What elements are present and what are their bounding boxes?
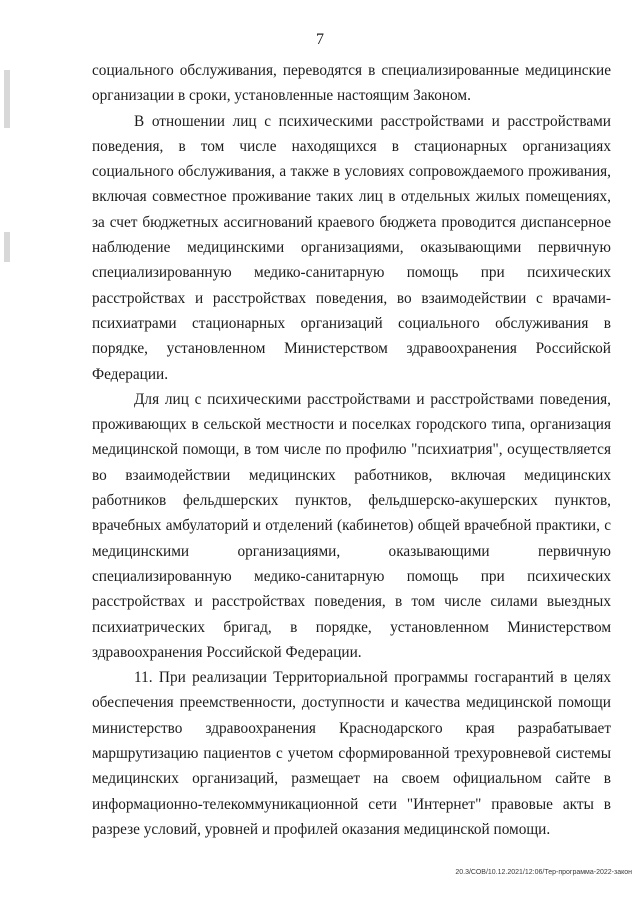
footer-file-reference: 20.3/СОВ/10.12.2021/12:06/Тер-программа-2022-закон [455, 869, 632, 876]
paragraph-continuation: социального обслуживания, переводятся в специализированные медицинские организации в сроки, установленные настоящим Законом. [92, 62, 611, 105]
body-text [92, 58, 611, 842]
paragraph-item-11: 11. При реализации Территориальной программы госгарантий в целях обеспечения преемственности, доступности и качества медицинской помощи министерство здравоохранения Краснодарского края разрабатывает маршрутизацию пациентов с учетом сформированной трехуровневой системы медицинских организаций, размещает на своем официальном сайте в информационно-телекоммуникационной сети "Интернет" правовые акты в разрезе условий, уровней и профилей оказания медицинской помощи. [92, 669, 611, 838]
scan-margin-mark [4, 70, 10, 128]
paragraph-dispensary-observation: В отношении лиц с психическими расстройствами и расстройствами поведения, в том числе находящихся в стационарных организациях социального обслуживания, а также в условиях сопровождаемого проживания, включая совместное проживание таких лиц в отдельных жилых помещениях, за счет бюджетных ассигнований краевого бюджета проводится диспансерное наблюдение медицинскими организациями, оказывающими первичную специализированную медико-санитарную помощь при психических расстройствах и расстройствах поведения, во взаимодействии с врачами-психиатрами стационарных организаций социального обслуживания в порядке, установленном Министерством здравоохранения Российской Федерации. [92, 112, 611, 383]
page-number: 7 [316, 31, 324, 48]
paragraph-rural-care: Для лиц с психическими расстройствами и расстройствами поведения, проживающих в сельской местности и поселках городского типа, организация медицинской помощи, в том числе по профилю "психиатрия", осуществляется во взаимодействии медицинских работников, включая медицинских работников фельдшерских пунктов, фельдшерско-акушерских пунктов, врачебных амбулаторий и отделений (кабинетов) общей врачебной практики, с медицинскими организациями, оказывающими первичную специализированную медико-санитарную помощь при психических расстройствах и расстройствах поведения, в том числе силами выездных психиатрических бригад, в порядке, установленном Министерством здравоохранения Российской Федерации. [92, 390, 611, 661]
scan-margin-mark [4, 232, 10, 262]
